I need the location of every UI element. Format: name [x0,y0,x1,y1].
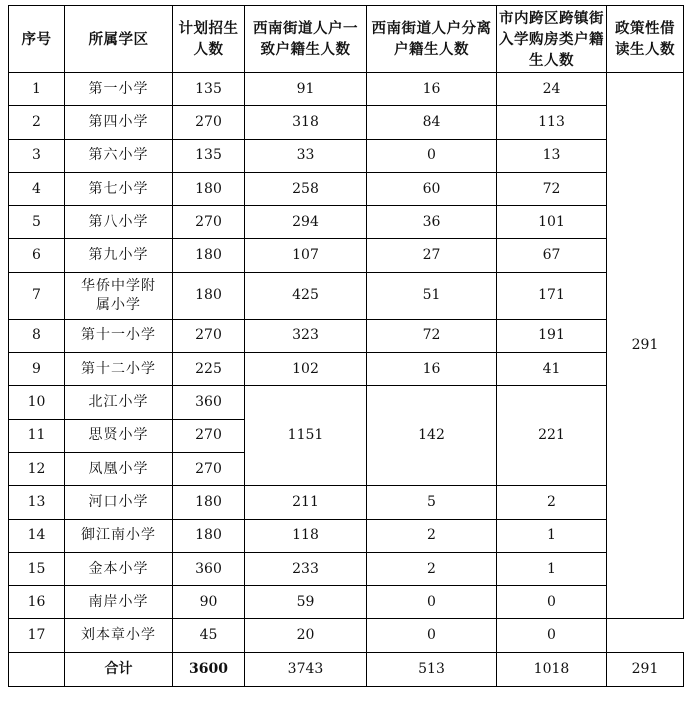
cell-plan: 180 [173,486,245,519]
cell-c2: 2 [367,519,497,552]
cell-c1-merged: 1151 [245,386,367,486]
cell-c3: 24 [497,73,607,106]
cell-plan: 180 [173,272,245,319]
table-row [9,519,684,552]
cell-no: 16 [9,586,65,619]
cell-c1: 323 [245,319,367,352]
cell-c2: 27 [367,239,497,272]
cell-school: 第六小学 [65,139,173,172]
cell-school: 第九小学 [65,239,173,272]
cell-total-empty [9,652,65,686]
cell-no: 14 [9,519,65,552]
cell-c1: 59 [245,586,367,619]
table-row [9,206,684,239]
cell-school: 刘本章小学 [65,619,173,652]
header-school: 所属学区 [65,6,173,73]
cell-c1: 233 [245,552,367,585]
cell-c3: 2 [497,486,607,519]
cell-c3: 101 [497,206,607,239]
cell-no: 10 [9,386,65,419]
cell-school: 南岸小学 [65,586,173,619]
cell-school: 御江南小学 [65,519,173,552]
cell-plan: 270 [173,106,245,139]
cell-c1: 211 [245,486,367,519]
cell-c1: 107 [245,239,367,272]
cell-plan: 270 [173,419,245,452]
table-row [9,586,684,619]
cell-school: 思贤小学 [65,419,173,452]
cell-plan: 270 [173,319,245,352]
table-row [9,486,684,519]
cell-plan: 180 [173,239,245,272]
cell-school: 第十二小学 [65,353,173,386]
cell-plan: 360 [173,386,245,419]
cell-total-plan: 3600 [173,652,245,686]
cell-c2: 0 [367,139,497,172]
cell-plan: 270 [173,206,245,239]
cell-total-c2: 513 [367,652,497,686]
cell-school: 北江小学 [65,386,173,419]
cell-plan: 135 [173,73,245,106]
cell-school: 第八小学 [65,206,173,239]
cell-school: 第七小学 [65,172,173,205]
cell-c2: 2 [367,552,497,585]
cell-c3: 67 [497,239,607,272]
cell-school: 第十一小学 [65,319,173,352]
table-row [9,319,684,352]
cell-c1: 91 [245,73,367,106]
cell-c1: 102 [245,353,367,386]
cell-c2: 84 [367,106,497,139]
cell-no: 15 [9,552,65,585]
cell-plan: 135 [173,139,245,172]
cell-no: 8 [9,319,65,352]
table-row [9,619,684,652]
table-row [9,106,684,139]
cell-plan: 45 [173,619,245,652]
cell-school: 华侨中学附属小学 [65,272,173,319]
table-row [9,239,684,272]
cell-no: 17 [9,619,65,652]
cell-no: 7 [9,272,65,319]
cell-c2-merged: 142 [367,386,497,486]
enrollment-table [8,5,684,687]
cell-c1: 33 [245,139,367,172]
cell-total-c3: 1018 [497,652,607,686]
header-no: 序号 [9,6,65,73]
cell-plan: 270 [173,452,245,485]
cell-policy-merged: 291 [607,73,684,619]
table-row [9,386,684,419]
cell-no: 12 [9,452,65,485]
cell-plan: 90 [173,586,245,619]
cell-no: 6 [9,239,65,272]
cell-school: 金本小学 [65,552,173,585]
cell-plan: 180 [173,172,245,205]
cell-c2: 16 [367,353,497,386]
cell-c3: 1 [497,519,607,552]
cell-school: 第四小学 [65,106,173,139]
cell-plan: 225 [173,353,245,386]
cell-c2: 51 [367,272,497,319]
header-row [9,6,684,73]
cell-no: 3 [9,139,65,172]
header-c3: 市内跨区跨镇街入学购房类户籍生人数 [497,6,607,73]
header-c1: 西南街道人户一致户籍生人数 [245,6,367,73]
cell-c3-merged: 221 [497,386,607,486]
cell-c3: 0 [497,619,607,652]
header-plan: 计划招生人数 [173,6,245,73]
cell-c2: 0 [367,586,497,619]
cell-school: 第一小学 [65,73,173,106]
cell-c1: 294 [245,206,367,239]
cell-no: 4 [9,172,65,205]
cell-school: 凤凰小学 [65,452,173,485]
table-row [9,272,684,319]
table-row [9,139,684,172]
header-policy: 政策性借读生人数 [607,6,684,73]
cell-c2: 36 [367,206,497,239]
table-row [9,172,684,205]
cell-school: 河口小学 [65,486,173,519]
cell-plan: 180 [173,519,245,552]
cell-total-c1: 3743 [245,652,367,686]
cell-c1: 318 [245,106,367,139]
cell-c2: 72 [367,319,497,352]
cell-c3: 1 [497,552,607,585]
cell-total-label: 合计 [65,652,173,686]
total-row [9,652,684,686]
cell-total-policy: 291 [607,652,684,686]
cell-c2: 0 [367,619,497,652]
cell-c1: 425 [245,272,367,319]
cell-c3: 13 [497,139,607,172]
cell-c1: 118 [245,519,367,552]
cell-no: 1 [9,73,65,106]
cell-c2: 60 [367,172,497,205]
table-row [9,552,684,585]
cell-c3: 113 [497,106,607,139]
cell-c3: 171 [497,272,607,319]
header-c2: 西南街道人户分离户籍生人数 [367,6,497,73]
cell-c2: 16 [367,73,497,106]
cell-c3: 0 [497,586,607,619]
cell-c2: 5 [367,486,497,519]
cell-c3: 72 [497,172,607,205]
cell-no: 2 [9,106,65,139]
cell-no: 13 [9,486,65,519]
table-row [9,73,684,106]
cell-c1: 258 [245,172,367,205]
table-row [9,353,684,386]
cell-c3: 191 [497,319,607,352]
cell-c3: 41 [497,353,607,386]
cell-no: 9 [9,353,65,386]
cell-no: 5 [9,206,65,239]
cell-no: 11 [9,419,65,452]
cell-c1: 20 [245,619,367,652]
cell-plan: 360 [173,552,245,585]
